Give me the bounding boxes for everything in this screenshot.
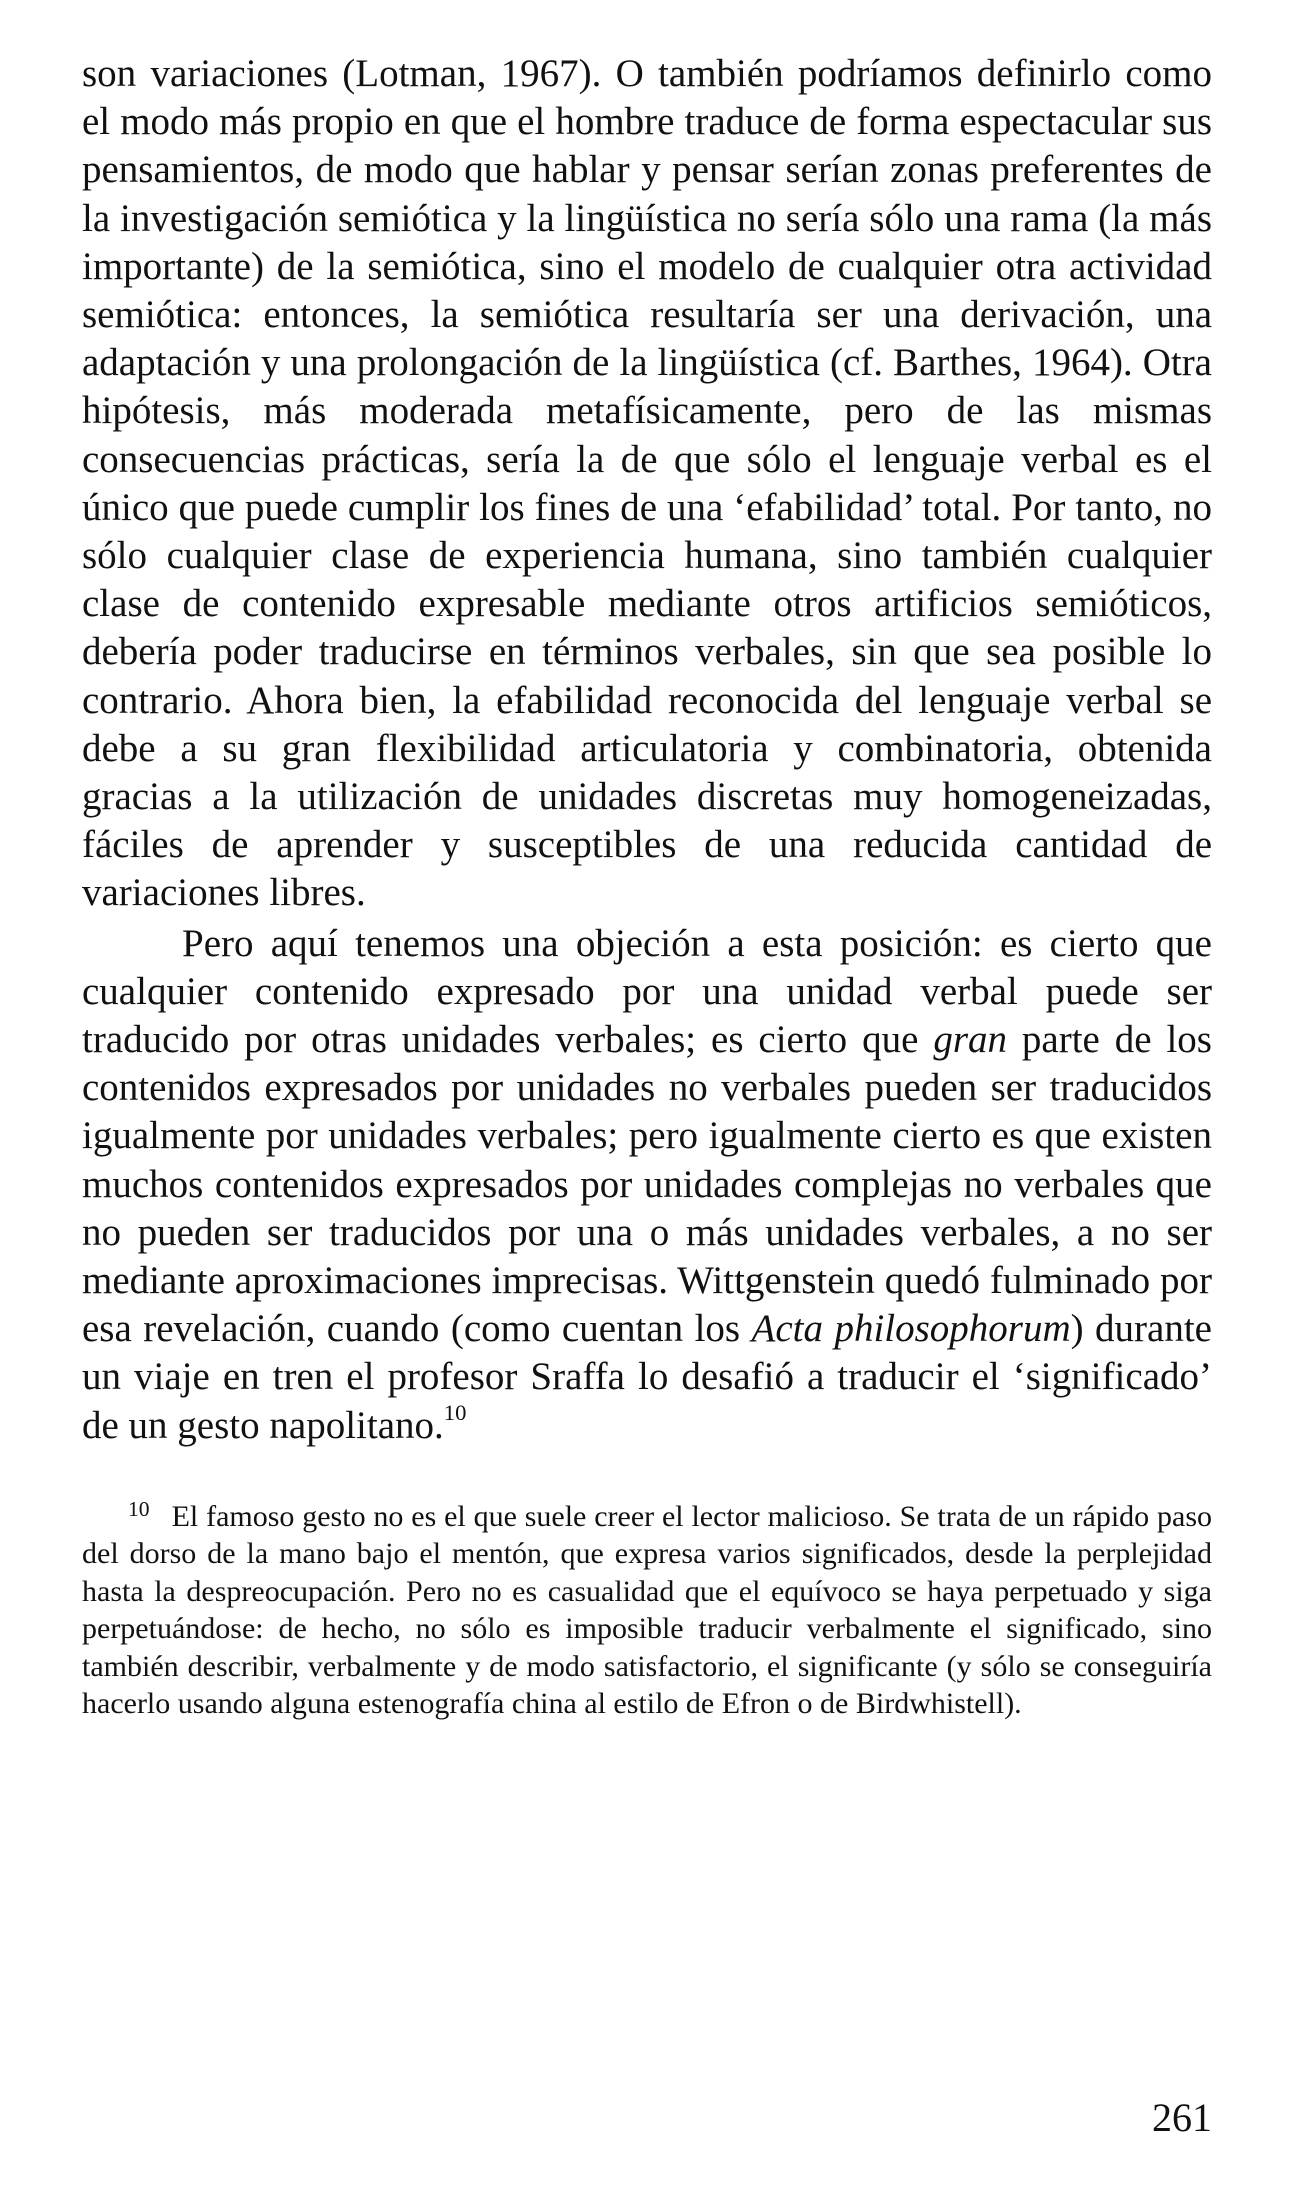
paragraph-1-text: son variaciones (Lotman, 1967). O también podríamos definirlo como el modo más propio en que el hombre traduce de forma espectacular sus pensamientos, de modo que hablar y pensar serían zonas preferentes de la investigación semiótica y la lingüística no sería sólo una rama (la más importante) de la semiótica, sino el modelo de cualquier otra actividad semiótica: entonces, la semiótica resultaría ser una derivación, una adaptación y una prolongación de la lingüística (cf. Barthes, 1964). Otra hipótesis, más moderada metafísicamente, pero de las mismas consecuencias prácticas, sería la de que sólo el lenguaje verbal es el único que puede cumplir los fines de una ‘efabilidad’ total. Por tanto, no sólo cualquier clase de experiencia humana, sino también cualquier clase de contenido expresable mediante otros artificios semióticos, debería poder traducirse en términos verbales, sin que sea posible lo contrario. Ahora bien, la efabilidad reconocida del lenguaje verbal se debe a su gran flexibilidad articulatoria y combinatoria, obtenida gracias a la utilización de unidades discretas muy homogeneizadas, fáciles de aprender y susceptibles de una reducida cantidad de variaciones libres.: [82, 52, 1212, 915]
paragraph-2-text-b: parte de los contenidos expresados por unidades no verbales pueden ser traducidos igualmente por unidades verbales; pero igualmente cierto es que existen muchos contenidos expresados por unidades complejas no verbales que no pueden ser traducidos por una o más unidades verbales, a no ser mediante aproximaciones imprecisas. Wittgenstein quedó fulminado por esa revelación, cuando (como cuentan los: [82, 1018, 1212, 1351]
body-paragraph-1: [82, 50, 1212, 918]
footnote: [82, 1498, 1212, 1723]
footnote-reference[interactable]: 10: [443, 1399, 467, 1425]
italic-title-acta-philosophorum: Acta philosophorum: [751, 1307, 1071, 1351]
paragraph-2-text-a: Pero aquí tenemos una objeción a esta posición: es cierto que cualquier contenido expresado por una unidad verbal puede ser traducido por otras unidades verbales; es cierto que: [82, 921, 1212, 1062]
italic-term-gran: gran: [933, 1018, 1007, 1062]
page-number: 261: [1152, 2095, 1212, 2140]
book-page: [82, 50, 1212, 1753]
footnote-marker: 10: [128, 1497, 150, 1522]
footnote-text: El famoso gesto no es el que suele creer el lector malicioso. Se trata de un rápido paso del dorso de la mano bajo el mentón, que expresa varios significados, desde la perplejidad hasta la despreocupación. Pero no es casualidad que el equívoco se haya perpetuado y siga perpetuándose: de hecho, no sólo es imposible traducir verbalmente el significado, sino también describir, verbalmente y de modo satisfactorio, el significante (y sólo se conseguiría hacerlo usando alguna estenografía china al estilo de Efron o de Birdwhistell).: [82, 1499, 1212, 1721]
paragraph-2-text-c: ) durante un viaje en tren el profesor Sraffa lo desafió a traducir el ‘significado’ de un gesto napolitano.: [82, 1307, 1212, 1447]
body-paragraph-2: [82, 920, 1212, 1450]
